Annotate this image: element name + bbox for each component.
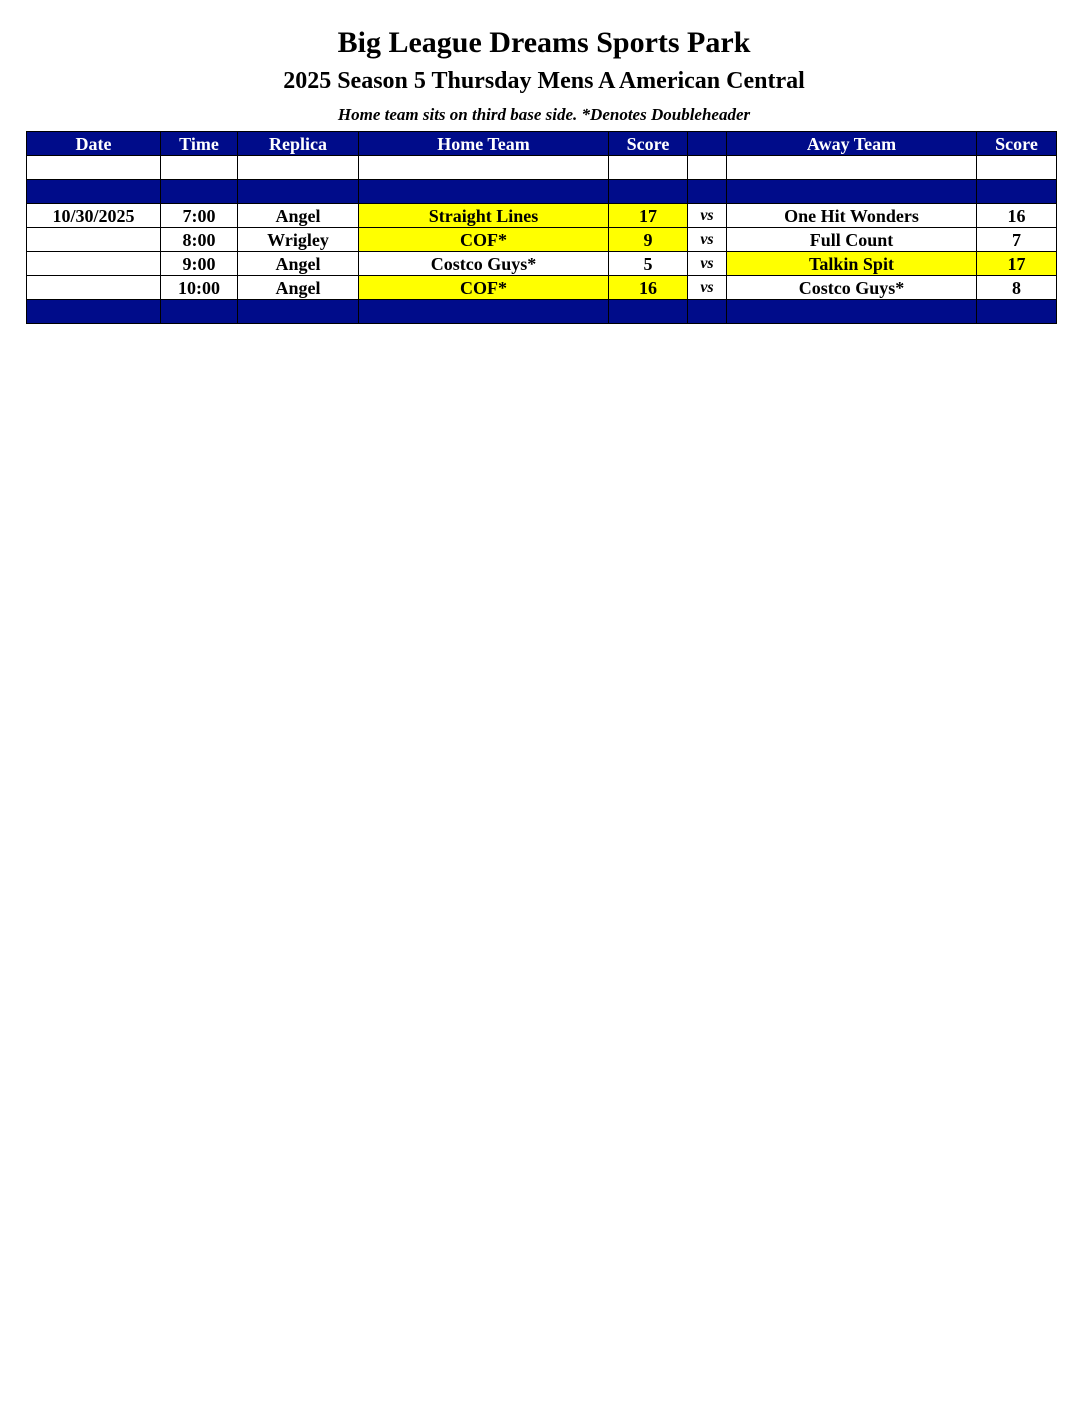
separator-band-row (27, 180, 1057, 204)
vs-label: vs (688, 204, 727, 228)
game-date (27, 228, 161, 252)
home-score: 16 (609, 276, 688, 300)
home-score: 9 (609, 228, 688, 252)
game-replica: Wrigley (238, 228, 359, 252)
away-team: One Hit Wonders (727, 204, 977, 228)
game-replica: Angel (238, 276, 359, 300)
home-team: Costco Guys* (359, 252, 609, 276)
game-row (27, 228, 1057, 252)
home-team: COF* (359, 276, 609, 300)
column-header-away-team: Away Team (727, 132, 977, 156)
game-row (27, 252, 1057, 276)
home-score: 5 (609, 252, 688, 276)
column-header-replica: Replica (238, 132, 359, 156)
vs-label: vs (688, 252, 727, 276)
away-team: Talkin Spit (727, 252, 977, 276)
away-score: 16 (977, 204, 1057, 228)
away-score: 8 (977, 276, 1057, 300)
doubleheader-note: Home team sits on third base side. *Denotes Doubleheader (337, 105, 751, 124)
away-score: 7 (977, 228, 1057, 252)
column-header-home-score: Score (609, 132, 688, 156)
page-subtitle: 2025 Season 5 Thursday Mens A American Central (283, 68, 805, 94)
table-header-row (27, 132, 1057, 156)
game-time: 9:00 (161, 252, 238, 276)
game-replica: Angel (238, 204, 359, 228)
game-row (27, 204, 1057, 228)
game-date: 10/30/2025 (27, 204, 161, 228)
vs-label: vs (688, 276, 727, 300)
column-header-away-score: Score (977, 132, 1057, 156)
separator-band-row (27, 300, 1057, 324)
column-header-vs (688, 132, 727, 156)
column-header-time: Time (161, 132, 238, 156)
game-time: 8:00 (161, 228, 238, 252)
column-header-home-team: Home Team (359, 132, 609, 156)
game-date (27, 252, 161, 276)
away-team: Full Count (727, 228, 977, 252)
game-row (27, 276, 1057, 300)
home-team: Straight Lines (359, 204, 609, 228)
blank-row (27, 156, 1057, 180)
game-date (27, 276, 161, 300)
page-title: Big League Dreams Sports Park (337, 26, 751, 59)
game-time: 10:00 (161, 276, 238, 300)
game-time: 7:00 (161, 204, 238, 228)
vs-label: vs (688, 228, 727, 252)
home-team: COF* (359, 228, 609, 252)
home-score: 17 (609, 204, 688, 228)
column-header-date: Date (27, 132, 161, 156)
away-score: 17 (977, 252, 1057, 276)
away-team: Costco Guys* (727, 276, 977, 300)
game-replica: Angel (238, 252, 359, 276)
schedule-table (26, 131, 1057, 324)
